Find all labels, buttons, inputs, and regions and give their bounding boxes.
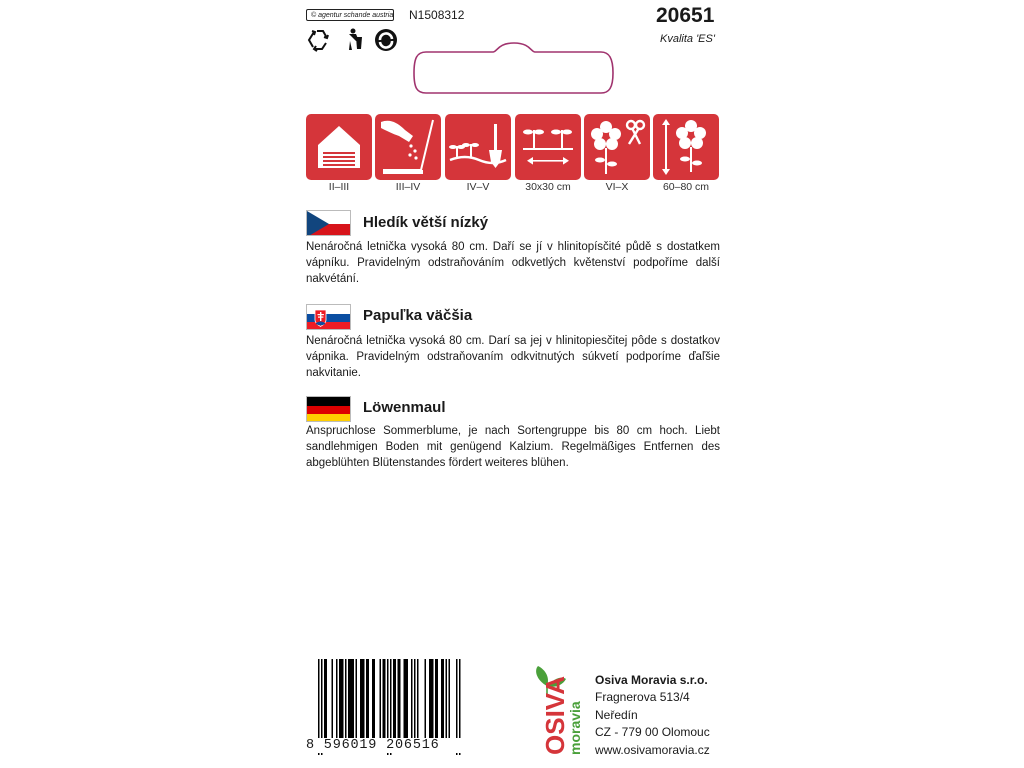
barcode-bar [353, 659, 355, 739]
icon-caption: VI–X [605, 181, 629, 193]
barcode-bar [399, 659, 401, 739]
barcode-bar [384, 659, 386, 739]
barcode-bar [393, 659, 395, 739]
label-window [413, 40, 614, 95]
barcode-bar [449, 659, 451, 739]
barcode-bar [432, 659, 434, 739]
barcode-bar [417, 659, 419, 739]
barcode-bar [431, 659, 433, 739]
icon-tile-sowing-indoor [306, 114, 372, 196]
german-description: Anspruchlose Sommerblume, je nach Sortengruppe bis 80 cm hoch. Liebt sandlehmigen Boden mit genügend Kalzium. Regelmäßiges Entfernen des abgeblühten Blütenstandes fördert weiteres blühen. [306, 425, 720, 469]
barcode-bar [351, 659, 353, 739]
slovak-title: Papuľka väčšia [363, 307, 473, 324]
barcode-bar [429, 659, 431, 739]
company-address [595, 672, 710, 759]
czech-flag-icon [306, 210, 351, 236]
greenhouse-sowing-icon [306, 114, 372, 180]
osiva-moravia-logo [528, 660, 584, 756]
icon-caption: II–III [328, 181, 350, 193]
product-code: 20651 [656, 4, 715, 27]
green-dot-icon [375, 29, 397, 51]
disposal-icons [306, 27, 398, 53]
barcode-bar [443, 659, 445, 739]
icon-caption: III–IV [395, 181, 421, 193]
company-district: Neředín [595, 707, 638, 722]
barcode-bar [435, 659, 437, 739]
barcode-bar [326, 659, 328, 739]
barcode-bar [348, 659, 350, 739]
flowering-cut-icon [584, 114, 650, 180]
logo-osiva-text: OSIVA [540, 676, 570, 755]
company-web[interactable]: www.osivamoravia.cz [595, 742, 710, 757]
company-name: Osiva Moravia s.r.o. [595, 673, 708, 687]
icon-caption: IV–V [466, 181, 490, 193]
barcode-bar [362, 659, 364, 739]
barcode-bar [342, 659, 344, 739]
spacing-icon [515, 114, 581, 180]
waste-bin-icon [349, 29, 362, 51]
barcode-bar [356, 659, 358, 739]
barcode-bar [336, 659, 338, 739]
czech-description: Nenáročná letnička vysoká 80 cm. Daří se jí v hlinitopísčité půdě s dostatkem vápníku. Pravidelným odstraňováním odkvetlých květenství podpoříme další nakvétání. [306, 241, 720, 285]
cultivation-icons [306, 114, 719, 196]
barcode-bar [363, 659, 365, 739]
barcode-bar [398, 659, 400, 739]
batch-number: N1508312 [409, 8, 465, 22]
plant-height-icon [653, 114, 719, 180]
planting-out-icon [445, 114, 511, 180]
barcode-bar [345, 659, 347, 739]
barcode-bar [437, 659, 439, 739]
icon-tile-height [653, 114, 719, 196]
logo-moravia-text: moravia [567, 701, 583, 755]
icon-caption: 60–80 cm [662, 181, 710, 193]
icon-tile-planting [445, 114, 511, 196]
barcode-number: 8 596019 206516 [306, 738, 466, 753]
barcode-bar [446, 659, 448, 739]
barcode-bar [383, 659, 385, 739]
icon-tile-sowing-outdoor [375, 114, 441, 196]
barcode-bar [360, 659, 362, 739]
barcode-bar [404, 659, 406, 739]
barcode-bar [324, 659, 326, 739]
barcode-bar [366, 659, 368, 739]
outdoor-sowing-icon [375, 114, 441, 180]
recycle-icon [309, 31, 328, 51]
quality-label: Kvalita 'ES' [660, 33, 715, 45]
agentur-badge: © agentur schande austria [306, 9, 394, 21]
barcode-bar [368, 659, 370, 739]
barcode-bar [380, 659, 382, 739]
barcode-bar [339, 659, 341, 739]
barcode-bar [425, 659, 427, 739]
barcode-bar [407, 659, 409, 739]
company-street: Fragnerova 513/4 [595, 690, 690, 705]
barcode-bar [332, 659, 334, 739]
barcode-bar [395, 659, 397, 739]
slovak-flag-icon [306, 304, 351, 330]
german-flag-icon [306, 396, 351, 422]
icon-caption: 30x30 cm [525, 181, 571, 193]
barcode-bar [341, 659, 343, 739]
barcode-bar [350, 659, 352, 739]
german-title: Löwenmaul [363, 399, 446, 416]
barcode-bar [414, 659, 416, 739]
barcode-bar [374, 659, 376, 739]
czech-title: Hledík větší nízký [363, 214, 489, 231]
slovak-description: Nenáročná letnička vysoká 80 cm. Darí sa jej v hlinitopiesčitej pôde s dostatkov vápnika. Pravidelným odstraňovaním odkvitnutých súkvetí podporíme ďaľšie nakvitanie. [306, 335, 720, 379]
barcode-bar [405, 659, 407, 739]
barcode-bar [411, 659, 413, 739]
icon-tile-spacing [515, 114, 581, 196]
company-city: CZ - 779 00 Olomouc [595, 725, 710, 740]
barcode-bar [441, 659, 443, 739]
barcode-bar [372, 659, 374, 739]
icon-tile-flowering [584, 114, 650, 196]
